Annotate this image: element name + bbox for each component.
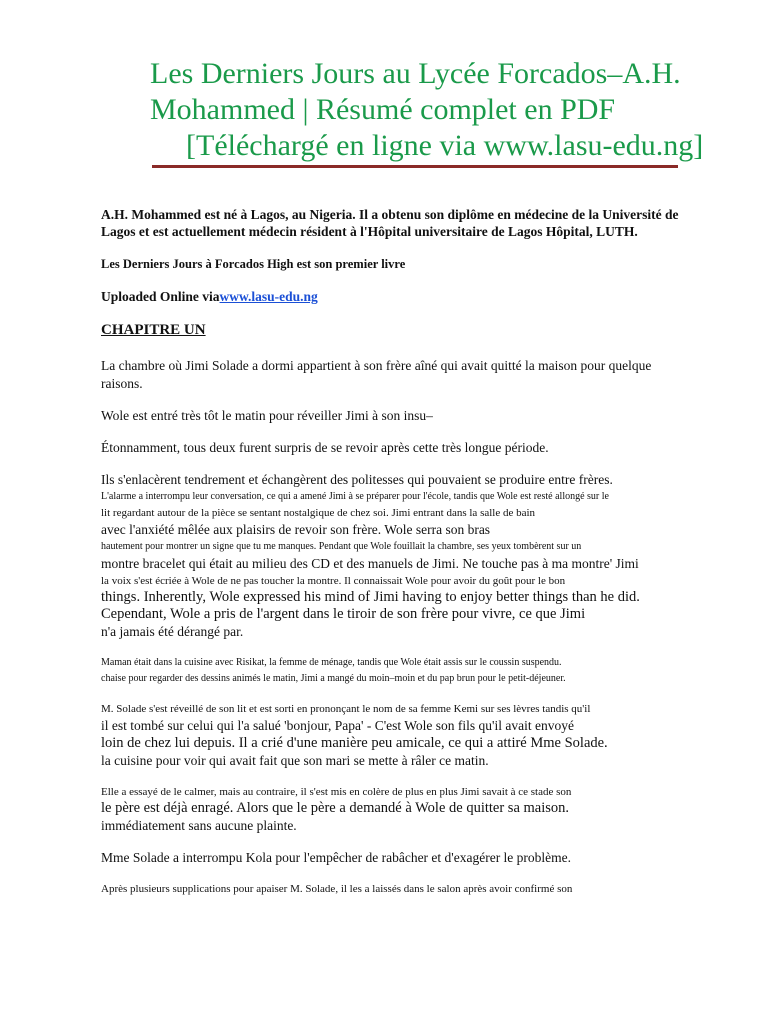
text-line: chaise pour regarder des dessins animés le matin, Jimi a mangé du moin–moin et du pap brun pour le petit-déjeuner.	[101, 673, 566, 684]
text-line: Après plusieurs supplications pour apaiser M. Solade, il les a laissés dans le salon après avoir confirmé son	[101, 883, 573, 895]
text-line: lit regardant autour de la pièce se sentant nostalgique de chez soi. Jimi entrant dans la salle de bain	[101, 507, 536, 519]
text-line: loin de chez lui depuis. Il a crié d'une manière peu amicale, ce qui a attiré Mme Solade.	[101, 735, 608, 751]
title-underline-rule	[152, 165, 678, 168]
text-line: Étonnamment, tous deux furent surpris de se revoir après cette très longue période.	[101, 440, 549, 455]
text-line: le père est déjà enragé. Alors que le père a demandé à Wole de quitter sa maison.	[101, 800, 570, 816]
text-line: raisons.	[101, 376, 143, 391]
text-line: n'a jamais été dérangé par.	[101, 624, 244, 639]
text-line: things. Inherently, Wole expressed his mind of Jimi having to enjoy better things than he did.	[101, 589, 640, 605]
uploaded-note	[101, 288, 681, 306]
text-line: Maman était dans la cuisine avec Risikat, la femme de ménage, tandis que Wole était assis sur le coussin suspendu.	[101, 657, 562, 668]
uploaded-prefix: Uploaded Online via	[101, 289, 220, 304]
text-line: la voix s'est écriée à Wole de ne pas toucher la montre. Il connaissait Wole pour avoir du goût pour le bon	[101, 575, 566, 587]
text-line: hautement pour montrer un signe que tu me manques. Pendant que Wole fouillait la chambre, ses yeux tombèrent sur un	[101, 541, 582, 552]
text-line: La chambre où Jimi Solade a dormi appartient à son frère aîné qui avait quitté la maison pour quelque	[101, 358, 652, 373]
source-link[interactable]: www.lasu-edu.ng	[219, 289, 318, 304]
text-line: il est tombé sur celui qui l'a salué 'bonjour, Papa' - C'est Wole son fils qu'il avait envoyé	[101, 718, 574, 733]
text-line: montre bracelet qui était au milieu des CD et des manuels de Jimi. Ne touche pas à ma montre' Jimi	[101, 556, 639, 571]
title-line-2: Mohammed | Résumé complet en PDF	[150, 93, 616, 126]
title-line-1: Les Derniers Jours au Lycée Forcados–A.H.	[150, 57, 681, 90]
document-title	[150, 56, 760, 164]
text-line: Cependant, Wole a pris de l'argent dans le tiroir de son frère pour vivre, ce que Jimi	[101, 606, 586, 622]
text-line: Mme Solade a interrompu Kola pour l'empêcher de rabâcher et d'exagérer le problème.	[101, 850, 572, 865]
first-book-note: Les Derniers Jours à Forcados High est son premier livre	[101, 257, 406, 271]
text-line: Wole est entré très tôt le matin pour réveiller Jimi à son insu–	[101, 408, 433, 423]
text-line: Ils s'enlacèrent tendrement et échangèrent des politesses qui pouvaient se produire entre frères.	[101, 472, 613, 487]
text-line: avec l'anxiété mêlée aux plaisirs de revoir son frère. Wole serra son bras	[101, 522, 491, 537]
text-line: la cuisine pour voir qui avait fait que son mari se mette à râler ce matin.	[101, 753, 489, 768]
chapter-heading: CHAPITRE UN	[101, 322, 206, 338]
text-line: L'alarme a interrompu leur conversation, ce qui a amené Jimi à se préparer pour l'école, tandis que Wole est resté allongé sur le	[101, 491, 609, 502]
text-line: immédiatement sans aucune plainte.	[101, 818, 297, 833]
author-bio: A.H. Mohammed est né à Lagos, au Nigeria. Il a obtenu son diplôme en médecine de la Université de Lagos et est actuellement médecin résident à l'Hôpital universitaire de Lagos Hôpital, LUTH.	[101, 207, 679, 239]
document-body	[101, 206, 681, 897]
title-line-3: [Téléchargé en ligne via www.lasu-edu.ng]	[186, 129, 704, 162]
text-line: Elle a essayé de le calmer, mais au contraire, il s'est mis en colère de plus en plus Jimi savait à ce stade son	[101, 786, 572, 798]
text-line: M. Solade s'est réveillé de son lit et est sorti en prononçant le nom de sa femme Kemi sur ses lèvres tandis qu'il	[101, 703, 591, 715]
